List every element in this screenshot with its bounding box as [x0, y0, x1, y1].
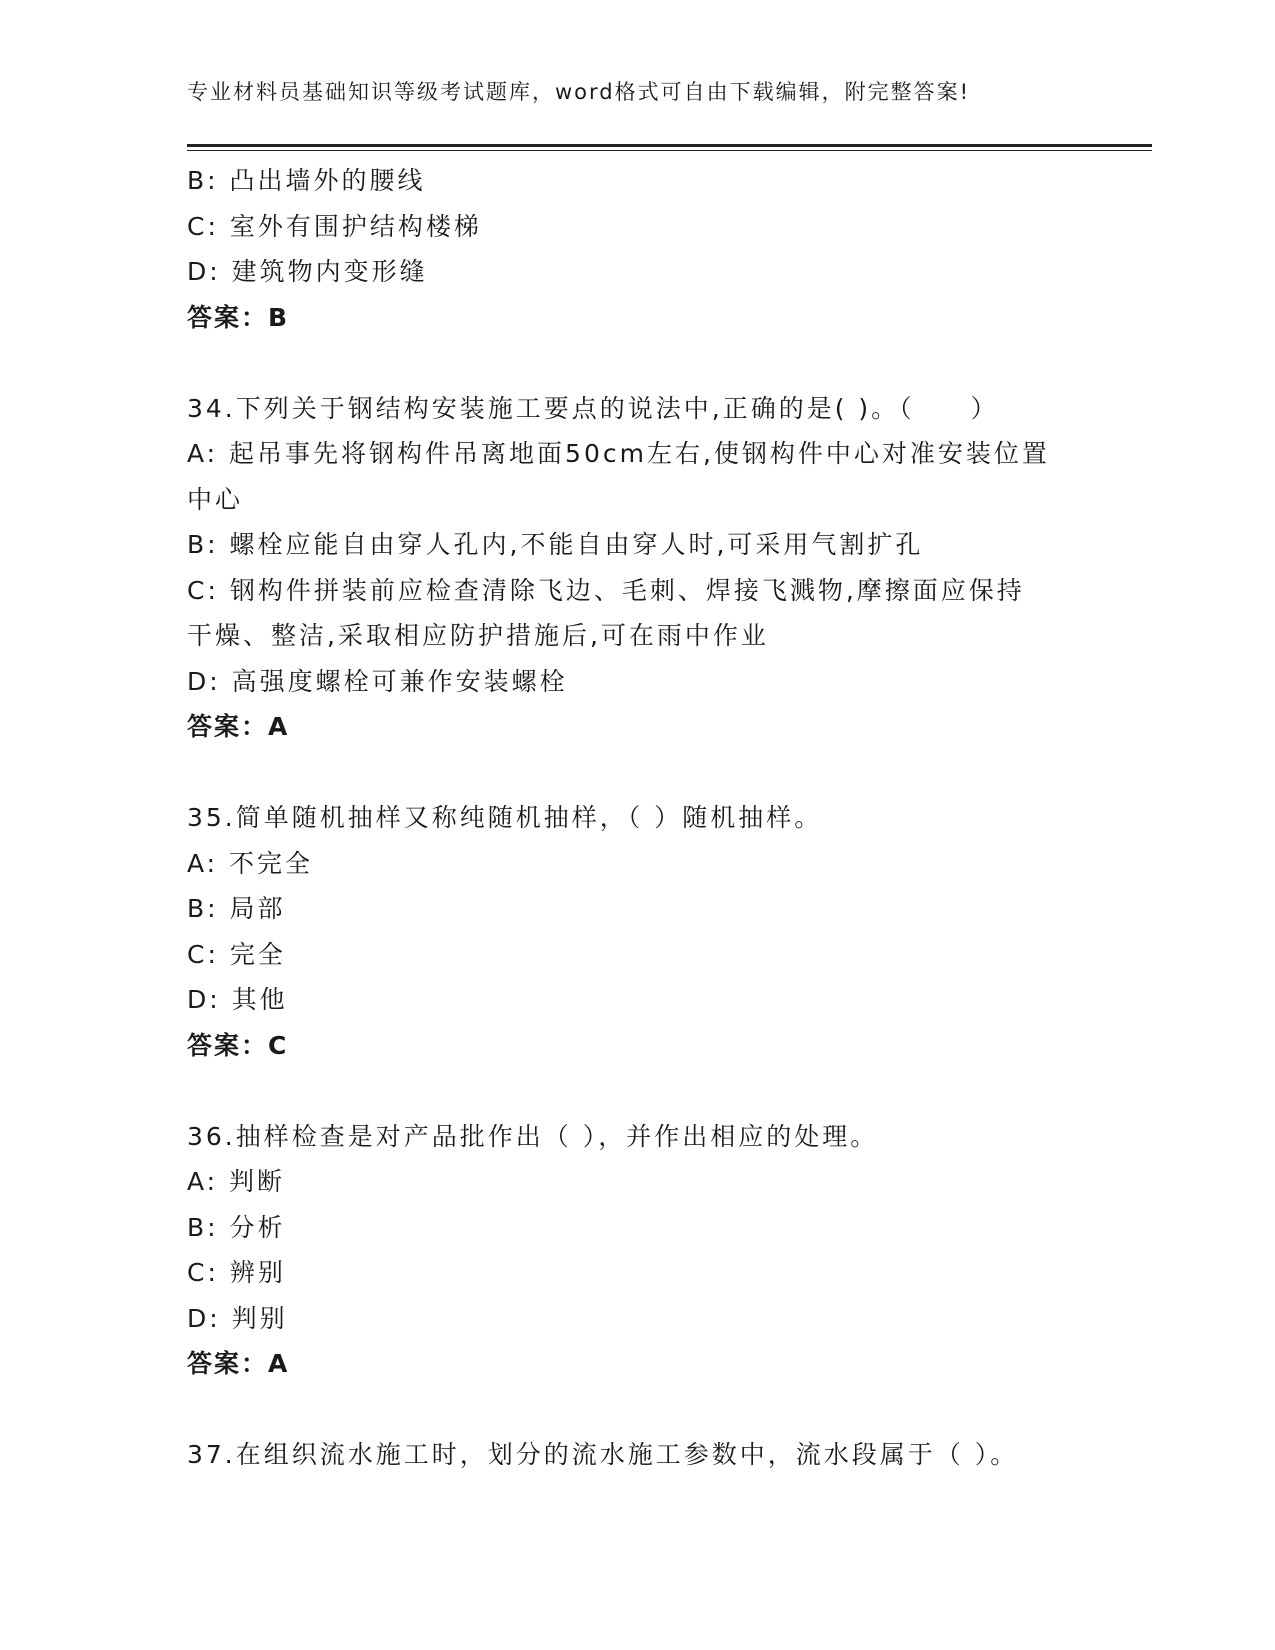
- question-stem: 35.简单随机抽样又称纯随机抽样，（ ）随机抽样。: [187, 803, 823, 832]
- spacer: [187, 1387, 1087, 1433]
- option-c: C: 室外有围护结构楼梯: [187, 211, 482, 241]
- answer-line: 答案：A: [187, 1349, 290, 1378]
- option-c: C: 辨别: [187, 1258, 286, 1287]
- option-c: C: 钢构件拼装前应检查清除飞边、毛刺、焊接飞溅物,摩擦面应保持: [187, 575, 1025, 605]
- option-a: A: 判断: [187, 1167, 286, 1196]
- answer-line: 答案：C: [187, 1030, 289, 1060]
- answer-line: 答案：A: [187, 712, 290, 741]
- option-d: D: 其他: [187, 985, 288, 1014]
- question-37-block: [187, 1432, 1087, 1478]
- document-header: 专业材料员基础知识等级考试题库，word格式可自由下载编辑，附完整答案!: [187, 80, 971, 104]
- option-d: D: 建筑物内变形缝: [187, 257, 428, 286]
- prev-question-block: [187, 158, 1087, 340]
- question-36-block: [187, 1114, 1087, 1387]
- option-b: B: 凸出墙外的腰线: [187, 166, 426, 195]
- spacer: [187, 1068, 1087, 1114]
- spacer: [187, 750, 1087, 796]
- header-divider-thick: [187, 144, 1152, 147]
- option-a: A: 不完全: [187, 848, 314, 878]
- option-a: A: 起吊事先将钢构件吊离地面50cm左右,使钢构件中心对准安装位置: [187, 439, 1050, 468]
- question-content: [187, 158, 1087, 1478]
- question-35-block: [187, 795, 1087, 1068]
- option-b: B: 分析: [187, 1212, 286, 1242]
- option-c: C: 完全: [187, 939, 286, 969]
- option-d: D: 判别: [187, 1303, 288, 1333]
- question-stem: 37.在组织流水施工时，划分的流水施工参数中，流水段属于（ ）。: [187, 1440, 1019, 1469]
- option-c-continued: 干燥、整洁,采取相应防护措施后,可在雨中作业: [187, 621, 769, 650]
- option-b: B: 螺栓应能自由穿人孔内,不能自由穿人时,可采用气割扩孔: [187, 530, 924, 559]
- question-stem: 34.下列关于钢结构安装施工要点的说法中,正确的是( )。（ ）: [187, 393, 999, 423]
- question-stem: 36.抽样检查是对产品批作出（ ），并作出相应的处理。: [187, 1121, 879, 1151]
- spacer: [187, 340, 1087, 386]
- header-divider-thin: [187, 150, 1152, 151]
- answer-line: 答案：B: [187, 302, 290, 332]
- option-a-continued: 中心: [187, 484, 244, 514]
- question-34-block: [187, 386, 1087, 750]
- option-b: B: 局部: [187, 894, 286, 923]
- option-d: D: 高强度螺栓可兼作安装螺栓: [187, 666, 568, 696]
